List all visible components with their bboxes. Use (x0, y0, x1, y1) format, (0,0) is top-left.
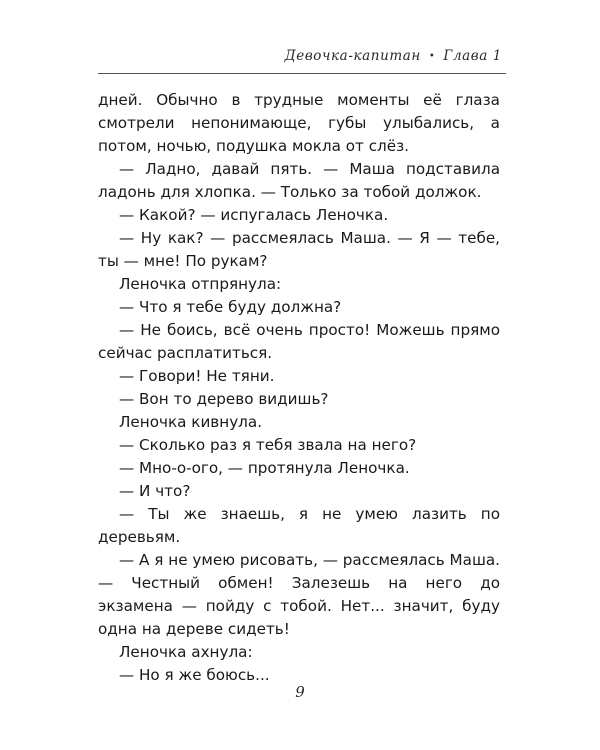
running-header (285, 48, 502, 64)
book-title: Девочка-капитан (284, 48, 421, 64)
paragraph: Леночка ахнула: (119, 643, 253, 661)
paragraph: — А я не умею рисовать, — рассмеялась Маша. — Честный обмен! Залезешь на него до экзамена — пойду с тобой. Нет... значит, буду одна на дереве сидеть! (98, 551, 500, 638)
paragraph: Леночка кивнула. (119, 413, 263, 431)
paragraph: — Ну как? — рассмеялась Маша. — Я — тебе, ты — мне! По рукам? (98, 229, 500, 270)
paragraph: — И что? (119, 482, 191, 500)
page-number: 9 (295, 683, 305, 701)
paragraph: — Ладно, давай пять. — Маша подставила ладонь для хлопка. — Только за тобой должок. (98, 160, 500, 201)
chapter-label: Глава 1 (443, 48, 502, 64)
body-text (98, 89, 500, 687)
header-divider (98, 73, 506, 74)
paragraph: — Вон то дерево видишь? (119, 390, 329, 408)
paragraph: — Какой? — испугалась Леночка. (119, 206, 389, 224)
paragraph: — Мно-о-ого, — протянула Леночка. (119, 459, 410, 477)
paragraph: — Но я же боюсь... (119, 666, 270, 684)
paragraph: — Говори! Не тяни. (119, 367, 275, 385)
paragraph: — Сколько раз я тебя звала на него? (119, 436, 417, 454)
paragraph: — Не боись, всё очень просто! Можешь прямо сейчас расплатиться. (98, 321, 500, 362)
paragraph: — Что я тебе буду должна? (119, 298, 342, 316)
paragraph: — Ты же знаешь, я не умею лазить по деревьям. (98, 505, 500, 546)
header-separator: • (428, 51, 436, 62)
paragraph: дней. Обычно в трудные моменты её глаза смотрели непонимающе, губы улыбались, а потом, ночью, подушка мокла от слёз. (98, 91, 500, 155)
paragraph: Леночка отпрянула: (119, 275, 282, 293)
